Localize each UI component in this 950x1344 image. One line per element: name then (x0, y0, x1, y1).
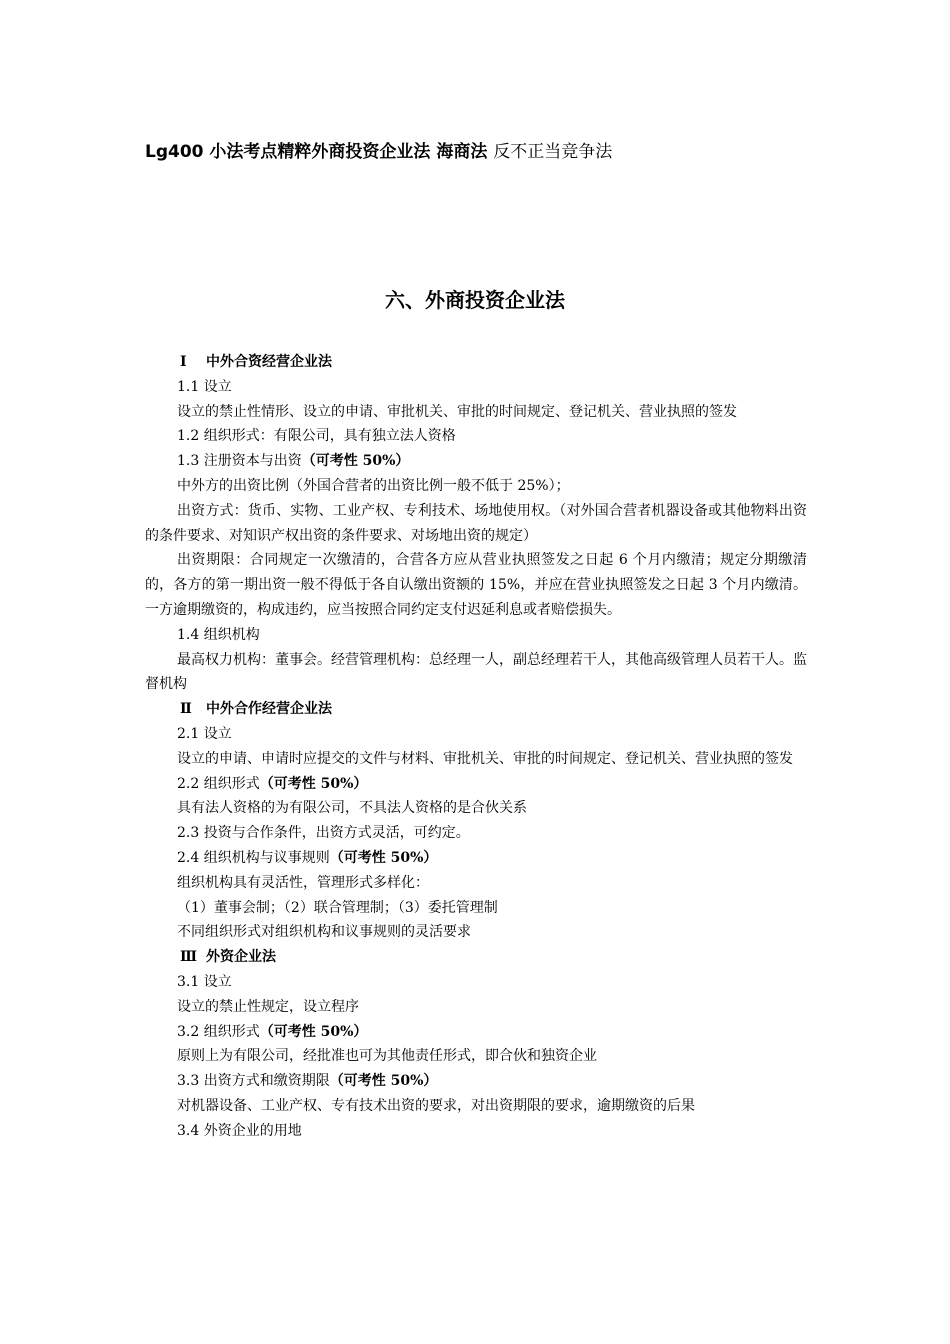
text-2-4-a: 组织机构具有灵活性，管理形式多样化： (177, 874, 429, 891)
section-heading-text-2: 中外合作经营企业法 (206, 701, 332, 718)
item-3-2 (145, 1020, 807, 1045)
title-part3: 反不正当竞争法 (493, 142, 613, 162)
text-3-3: 对机器设备、工业产权、专有技术出资的要求，对出资期限的要求，逾期缴资的后果 (177, 1097, 695, 1114)
section-numeral-1: Ⅰ (180, 354, 187, 370)
document-title (145, 140, 845, 164)
text-2-4-c: 不同组织形式对组织机构和议事规则的灵活要求 (177, 924, 471, 941)
item-1-3-label: 1.3 注册资本与出资 (177, 453, 302, 470)
item-1-3 (145, 449, 807, 474)
item-3-3-tag: （可考性 50%） (329, 1073, 438, 1090)
item-2-2 (145, 772, 807, 797)
item-1-4: 1.4 组织机构 (177, 626, 260, 643)
title-prefix: Lg400 (145, 142, 204, 162)
section-heading-2 (145, 697, 807, 722)
item-1-2: 1.2 组织形式：有限公司，具有独立法人资格 (177, 428, 456, 445)
item-2-1: 2.1 设立 (177, 725, 232, 742)
section-numeral-2: Ⅱ (180, 701, 192, 718)
text-1-4: 最高权力机构：董事会。经营管理机构：总经理一人，副总经理若干人，其他高级管理人员若干人。监督机构 (145, 651, 807, 693)
text-1-3-c: 出资期限：合同规定一次缴清的，合营各方应从营业执照签发之日起 6 个月内缴清；规定分期缴清的，各方的第一期出资一般不得低于各自认缴出资额的 15%，并应在营业执照签发之日起 3 个月内缴清。一方逾期缴资的，构成违约，应当按照合同约定支付迟延利息或者赔偿损失。 (145, 552, 807, 618)
item-2-2-label: 2.2 组织形式 (177, 775, 260, 792)
section-heading-3 (145, 945, 807, 970)
item-3-2-label: 3.2 组织形式 (177, 1023, 260, 1040)
item-2-2-tag: （可考性 50%） (259, 775, 368, 792)
item-3-3 (145, 1069, 807, 1094)
item-2-4-tag: （可考性 50%） (329, 849, 438, 866)
item-1-3-tag: （可考性 50%） (301, 453, 410, 470)
section-heading-1 (145, 350, 807, 375)
item-2-4-label: 2.4 组织机构与议事规则 (177, 849, 330, 866)
text-1-3-b: 出资方式：货币、实物、工业产权、专利技术、场地使用权。（对外国合营者机器设备或其他物料出资的条件要求、对知识产权出资的条件要求、对场地出资的规定） (145, 502, 807, 544)
section-heading-text-1: 中外合资经营企业法 (206, 354, 332, 370)
title-main: 小法考点精粹外商投资企业法 (209, 142, 431, 162)
chapter-title: 六、外商投资企业法 (385, 288, 565, 312)
item-3-3-label: 3.3 出资方式和缴资期限 (177, 1073, 330, 1090)
text-1-1: 设立的禁止性情形、设立的申请、审批机关、审批的时间规定、登记机关、营业执照的签发 (177, 403, 737, 420)
item-3-2-tag: （可考性 50%） (259, 1023, 368, 1040)
item-2-4 (145, 846, 807, 871)
text-3-1: 设立的禁止性规定，设立程序 (177, 998, 359, 1015)
text-3-2: 原则上为有限公司，经批准也可为其他责任形式，即合伙和独资企业 (177, 1048, 597, 1065)
section-numeral-3: Ⅲ (180, 949, 198, 966)
document-body (145, 350, 807, 1144)
item-3-4: 3.4 外资企业的用地 (177, 1122, 302, 1139)
item-1-1: 1.1 设立 (177, 378, 232, 395)
text-2-2: 具有法人资格的为有限公司，不具法人资格的是合伙关系 (177, 800, 527, 817)
item-2-3: 2.3 投资与合作条件，出资方式灵活，可约定。 (177, 825, 470, 842)
title-part2: 海商法 (436, 142, 488, 162)
text-2-4-b: （1）董事会制；（2）联合管理制；（3）委托管理制 (177, 899, 498, 916)
text-2-1: 设立的申请、申请时应提交的文件与材料、审批机关、审批的时间规定、登记机关、营业执照的签发 (177, 750, 793, 767)
item-3-1: 3.1 设立 (177, 973, 232, 990)
section-heading-text-3: 外资企业法 (206, 949, 276, 966)
text-1-3-a: 中外方的出资比例（外国合营者的出资比例一般不低于 25%）； (177, 477, 570, 494)
